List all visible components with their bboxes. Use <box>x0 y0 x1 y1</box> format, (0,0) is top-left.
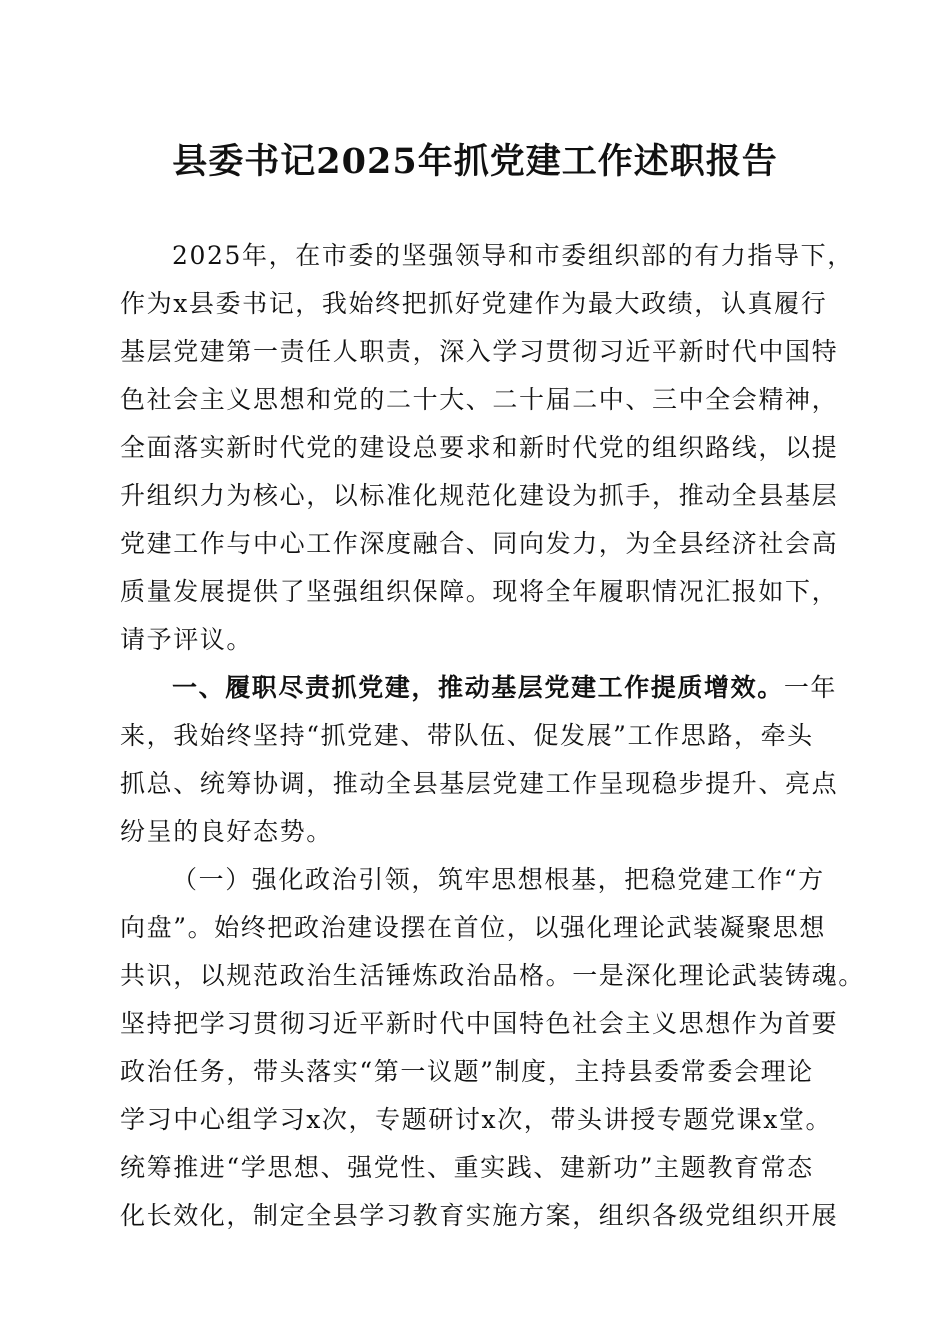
document-title: 县委书记2025年抓党建工作述职报告 <box>172 141 778 182</box>
paragraph-line: 2025年，在市委的坚强领导和市委组织部的有力指导下， <box>172 241 854 270</box>
paragraph-line: 升组织力为核心，以标准化规范化建设为抓手，推动全县基层 <box>120 481 839 510</box>
subsection-heading-line: （一）强化政治引领，筑牢思想根基，把稳党建工作“方 <box>172 865 825 894</box>
paragraph-line: 色社会主义思想和党的二十大、二十届二中、三中全会精神， <box>120 385 839 414</box>
paragraph-line: 纷呈的良好态势。 <box>120 817 333 846</box>
document-body <box>120 232 865 1240</box>
paragraph-line: 共识，以规范政治生活锤炼政治品格。一是深化理论武装铸魂。 <box>120 961 865 990</box>
paragraph-line: 请予评议。 <box>120 625 254 654</box>
paragraph-line: 党建工作与中心工作深度融合、同向发力，为全县经济社会高 <box>120 529 839 558</box>
section-heading-tail: 一年 <box>783 673 838 702</box>
paragraph-line: 来，我始终坚持“抓党建、带队伍、促发展”工作思路，牵头 <box>120 721 814 750</box>
paragraph-line: 全面落实新时代党的建设总要求和新时代党的组织路线，以提 <box>120 433 839 462</box>
paragraph-line: 基层党建第一责任人职责，深入学习贯彻习近平新时代中国特 <box>120 337 839 366</box>
section-heading-line <box>120 664 840 712</box>
paragraph-line: 作为x县委书记，我始终把抓好党建作为最大政绩，认真履行 <box>120 289 828 318</box>
paragraph-line: 统筹推进“学思想、强党性、重实践、建新功”主题教育常态 <box>120 1153 814 1182</box>
paragraph-line: 抓总、统筹协调，推动全县基层党建工作呈现稳步提升、亮点 <box>120 769 839 798</box>
paragraph-line: 质量发展提供了坚强组织保障。现将全年履职情况汇报如下， <box>120 577 839 606</box>
paragraph-line: 学习中心组学习x次，专题研讨x次，带头讲授专题党课x堂。 <box>120 1105 833 1134</box>
section-heading: 一、履职尽责抓党建，推动基层党建工作提质增效。 <box>172 673 784 702</box>
paragraph-line: 化长效化，制定全县学习教育实施方案，组织各级党组织开展 <box>120 1201 839 1230</box>
paragraph-line: 向盘”。始终把政治建设摆在首位，以强化理论武装凝聚思想 <box>120 913 826 942</box>
paragraph-line: 坚持把学习贯彻习近平新时代中国特色社会主义思想作为首要 <box>120 1009 839 1038</box>
paragraph-line: 政治任务，带头落实“第一议题”制度，主持县委常委会理论 <box>120 1057 814 1086</box>
